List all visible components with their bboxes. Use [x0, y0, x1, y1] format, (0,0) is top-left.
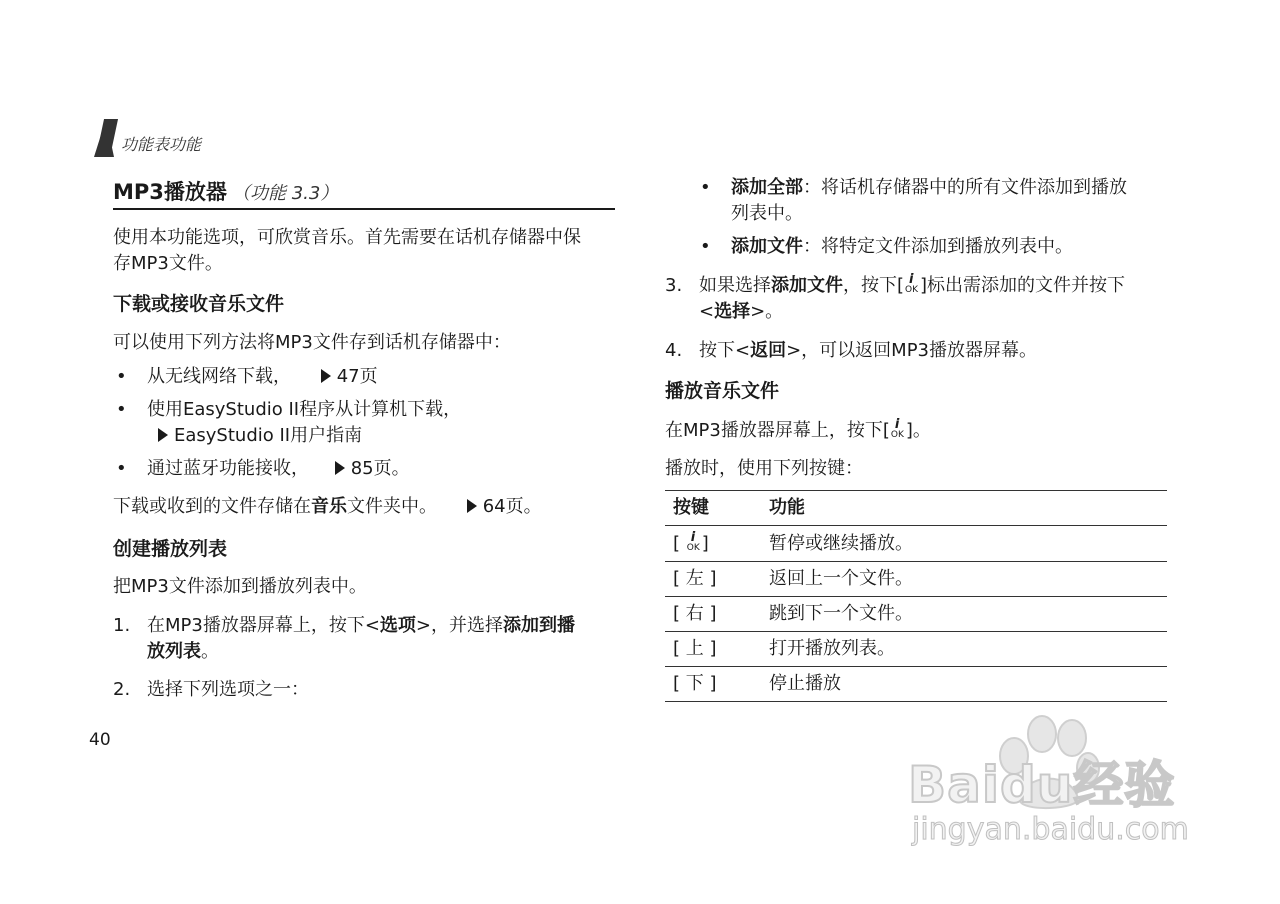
bullet-item-3 [147, 456, 410, 482]
page-ref-arrow-icon [158, 428, 168, 442]
heading-play: 播放音乐文件 [665, 380, 780, 402]
ok-key-icon: i OK [686, 530, 700, 553]
step-1-add: 添加到播 [503, 615, 576, 636]
step-1-options: 选项 [379, 615, 416, 636]
store-folder: 音乐 [311, 496, 347, 517]
step-3-select: 选择 [714, 301, 751, 322]
table-header-function: 功能 [761, 491, 1167, 526]
page-ref-arrow-icon [321, 369, 331, 383]
step-3-gt: >。 [750, 301, 784, 322]
play-post: ]。 [905, 420, 931, 441]
table-cell-key: [ 右 ] [665, 597, 761, 632]
step-4-post: >，可以返回MP3播放器屏幕。 [786, 340, 1038, 361]
step-3-post: ]标出需添加的文件并按下 [920, 275, 1126, 296]
bullet-dot: • [116, 458, 127, 479]
watermark-url: jingyan.baidu.com [912, 812, 1189, 847]
step-3-line1 [699, 273, 1125, 299]
bullet-2-ref: EasyStudio II用户指南 [174, 425, 363, 446]
table-cell-key: [ 左 ] [665, 562, 761, 597]
step-4-number: 4. [665, 340, 683, 361]
step-3-line2 [699, 299, 783, 325]
step-3-lt: < [699, 301, 715, 322]
ok-key-icon: i OK [905, 272, 919, 295]
table-row [665, 632, 1167, 667]
title-main: MP3播放器 [113, 180, 227, 204]
playlist-intro: 把MP3文件添加到播放列表中。 [113, 576, 367, 597]
option-add-all-desc: ：将话机存储器中的所有文件添加到播放 [803, 177, 1127, 198]
option-add-file [731, 234, 1073, 260]
intro-line2: 存MP3文件。 [113, 253, 223, 274]
option-add-file-desc: ：将特定文件添加到播放列表中。 [803, 236, 1073, 257]
section-label: 功能表功能 [121, 135, 202, 154]
step-1-pre: 在MP3播放器屏幕上，按下< [147, 615, 380, 636]
bullet-item-2-ref [158, 423, 362, 449]
table-cell-function: 打开播放列表。 [761, 632, 1167, 667]
table-cell-key: [ i OK ] [665, 526, 761, 562]
play-pre: 在MP3播放器屏幕上，按下[ [665, 420, 890, 441]
title-rule [113, 208, 615, 210]
bullet-dot: • [700, 236, 711, 257]
intro-line1: 使用本功能选项，可欣赏音乐。首先需要在话机存储器中保 [113, 227, 581, 248]
watermark-brand: Baidu经验 [908, 756, 1176, 814]
step-2-text: 选择下列选项之一： [147, 679, 309, 700]
table-header-key: 按键 [665, 491, 761, 526]
step-3-number: 3. [665, 275, 683, 296]
option-add-all-label: 添加全部 [731, 177, 803, 198]
table-header-row [665, 491, 1167, 526]
bullet-dot: • [116, 399, 127, 420]
table-row [665, 597, 1167, 632]
store-note [113, 494, 542, 520]
table-row [665, 562, 1167, 597]
table-cell-key: [ 上 ] [665, 632, 761, 667]
table-row [665, 526, 1167, 562]
step-4-text [699, 338, 1037, 364]
page-number: 40 [89, 730, 111, 750]
download-intro: 可以使用下列方法将MP3文件存到话机存储器中： [113, 332, 511, 353]
bullet-1-text: 从无线网络下载， [147, 366, 291, 387]
step-4-back: 返回 [750, 340, 787, 361]
table-cell-function: 暂停或继续播放。 [761, 526, 1167, 562]
bullet-3-text: 通过蓝牙功能接收， [147, 458, 309, 479]
bullet-item-2: 使用EasyStudio II程序从计算机下载， [147, 399, 462, 420]
store-pre: 下载或收到的文件存储在 [113, 496, 311, 517]
table-cell-function: 停止播放 [761, 667, 1167, 702]
page-title [113, 176, 338, 206]
heading-download: 下载或接收音乐文件 [113, 293, 285, 315]
title-sub: （功能 3.3） [232, 183, 339, 204]
step-1-mid: >，并选择 [415, 615, 504, 636]
bullet-dot: • [700, 177, 711, 198]
step-1-add-cont: 放列表 [147, 641, 201, 662]
step-3-mid: ，按下[ [843, 275, 905, 296]
step-2-number: 2. [113, 679, 131, 700]
store-ref: 64页。 [482, 496, 542, 517]
bullet-3-ref: 85页。 [350, 458, 410, 479]
option-add-all [731, 175, 1127, 201]
heading-playlist: 创建播放列表 [113, 538, 228, 560]
play-instruction [665, 418, 931, 444]
step-3-bold: 添加文件 [771, 275, 843, 296]
option-add-all-line2: 列表中。 [731, 203, 803, 224]
step-1-line2 [147, 639, 219, 665]
bullet-item-1 [147, 364, 378, 390]
step-1-line1 [147, 613, 575, 639]
page-ref-arrow-icon [467, 499, 477, 513]
table-cell-key: [ 下 ] [665, 667, 761, 702]
play-keys-intro: 播放时，使用下列按键： [665, 458, 863, 479]
option-add-file-label: 添加文件 [731, 236, 803, 257]
table-cell-function: 跳到下一个文件。 [761, 597, 1167, 632]
store-post: 文件夹中。 [347, 496, 437, 517]
key-function-table [665, 490, 1167, 702]
table-cell-function: 返回上一个文件。 [761, 562, 1167, 597]
ok-key-icon: i OK [890, 417, 904, 440]
step-4-pre: 按下< [699, 340, 751, 361]
bullet-1-ref: 47页 [336, 366, 378, 387]
step-3-pre: 如果选择 [699, 275, 771, 296]
step-1-number: 1. [113, 615, 131, 636]
bullet-dot: • [116, 366, 127, 387]
table-row [665, 667, 1167, 702]
step-1-end: 。 [201, 641, 219, 662]
page-ref-arrow-icon [335, 461, 345, 475]
